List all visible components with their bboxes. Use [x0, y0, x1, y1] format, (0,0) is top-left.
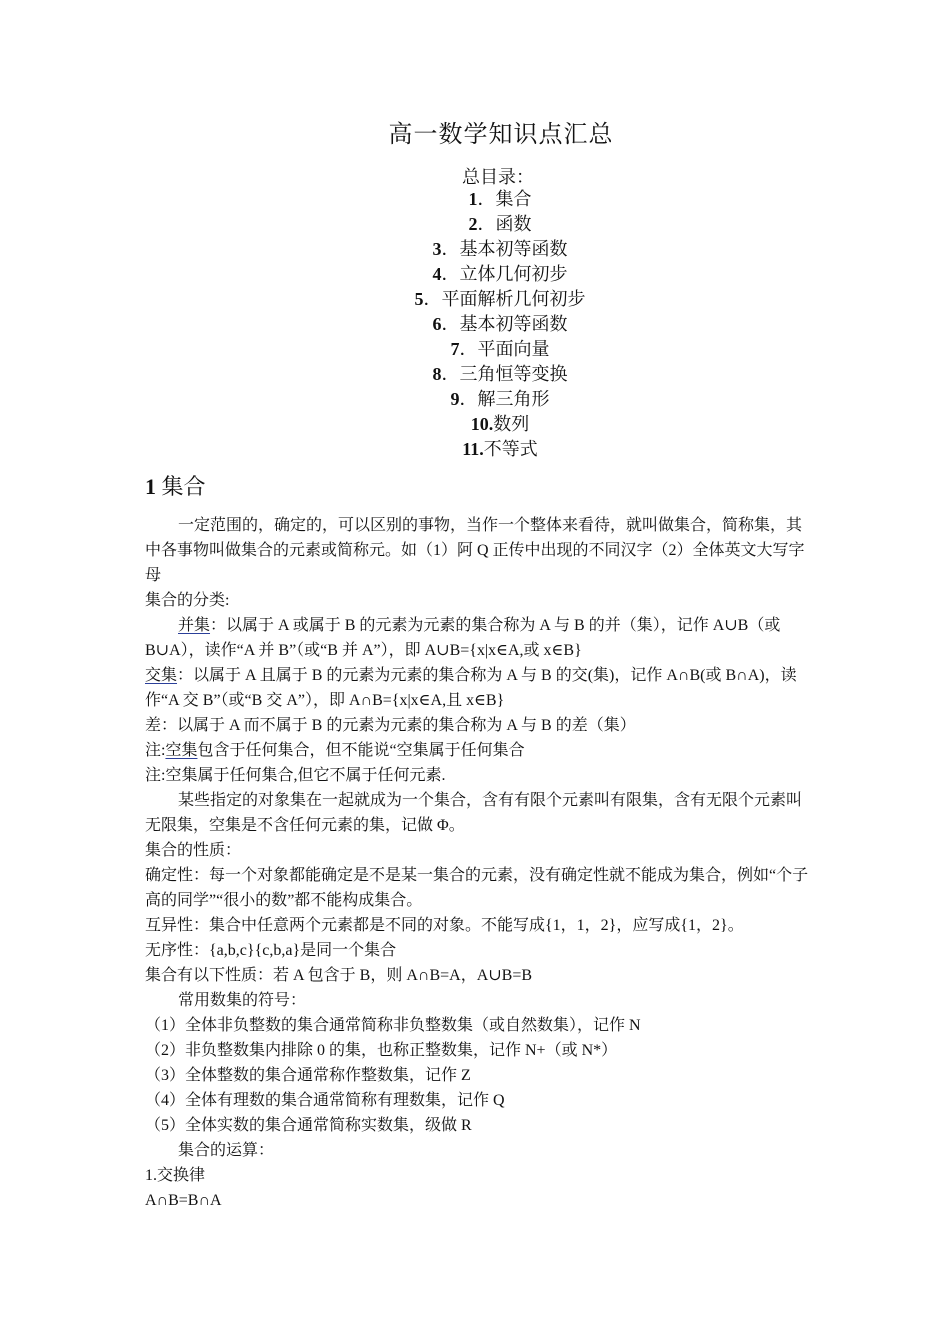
operation-commutative-equation: A∩B=B∩A	[145, 1192, 222, 1209]
paragraph-definition: 一定范围的，确定的，可以区别的事物，当作一个整体来看待，就叫做集合，简称集，其中各事物叫做集合的元素或简称元。如（1）阿 Q 正传中出现的不同汉字（2）全体英文大写字母	[145, 517, 805, 584]
toc-item	[0, 412, 950, 437]
toc-item-label: 函数	[495, 214, 532, 234]
toc-item	[0, 437, 950, 462]
note-empty-set-1	[145, 738, 810, 763]
symbol-item: （4）全体有理数的集合通常简称有理数集，记作 Q	[145, 1092, 505, 1109]
toc-item-label: 基本初等函数	[459, 314, 568, 334]
operation-commutative: 1.交换律	[145, 1167, 206, 1184]
union-text: ：以属于 A 或属于 B 的元素为元素的集合称为 A 与 B 的并（集），记作 A∪B（或 B∪A），读作“A 并 B”（或“B 并 A”），即 A∪B={x|x∈A,或 x∈B}	[145, 617, 781, 659]
toc-item	[0, 212, 950, 237]
toc-item-sep: ．	[459, 339, 478, 359]
toc-item-number: 11.	[462, 439, 484, 459]
toc-item-sep: ．	[477, 189, 496, 209]
toc-item-number: 9	[450, 389, 460, 409]
section-number: 1	[145, 474, 156, 499]
section-heading	[145, 470, 206, 501]
table-of-contents	[0, 187, 950, 462]
toc-item-label: 不等式	[483, 439, 538, 459]
toc-item-label: 平面解析几何初步	[441, 289, 586, 309]
toc-item-number: 6	[432, 314, 442, 334]
toc-item-sep: ．	[441, 364, 460, 384]
paragraph-classification: 集合的分类:	[145, 592, 230, 609]
paragraph-unordered: 无序性：{a,b,c}{c,b,a}是同一个集合	[145, 942, 397, 959]
paragraph-finite-infinite: 某些指定的对象集在一起就成为一个集合，含有有限个元素叫有限集，含有无限个元素叫无限集，空集是不含任何元素的集，记做 Φ。	[145, 792, 803, 834]
toc-item-label: 解三角形	[477, 389, 550, 409]
toc-item-number: 7	[450, 339, 460, 359]
toc-item-sep: ．	[459, 389, 478, 409]
toc-item-number: 10.	[470, 414, 494, 434]
paragraph-difference: 差：以属于 A 而不属于 B 的元素为元素的集合称为 A 与 B 的差（集）	[145, 717, 636, 734]
symbol-item: （2）非负整数集内排除 0 的集，也称正整数集，记作 N+（或 N*）	[145, 1042, 618, 1059]
paragraph-subset-property: 集合有以下性质：若 A 包含于 B，则 A∩B=A，A∪B=B	[145, 967, 533, 984]
toc-item	[0, 337, 950, 362]
toc-item-number: 1	[468, 189, 478, 209]
toc-item-sep: ．	[423, 289, 442, 309]
toc-item	[0, 362, 950, 387]
section-body	[145, 513, 810, 1213]
paragraph-operations: 集合的运算：	[178, 1142, 275, 1159]
toc-item-label: 三角恒等变换	[459, 364, 568, 384]
symbol-item: （3）全体整数的集合通常称作整数集，记作 Z	[145, 1067, 471, 1084]
term-intersection: 交集	[145, 667, 178, 684]
toc-item-sep: ．	[441, 239, 460, 259]
document-title: 高一数学知识点汇总	[388, 122, 614, 148]
toc-item-label: 平面向量	[477, 339, 550, 359]
note-text: 包含于任何集合，但不能说“空集属于任何集合	[197, 742, 525, 759]
toc-item-number: 4	[432, 264, 442, 284]
toc-item-number: 2	[468, 214, 478, 234]
paragraph-symbols: 常用数集的符号：	[178, 992, 307, 1009]
term-empty-set: 空集	[165, 742, 198, 759]
toc-item-number: 3	[432, 239, 442, 259]
toc-item-sep: ．	[441, 264, 460, 284]
paragraph-intersection	[145, 663, 810, 713]
section-title: 集合	[161, 474, 206, 499]
intersection-text: ：以属于 A 且属于 B 的元素为元素的集合称为 A 与 B 的交(集)，记作 A∩B(或 B∩A)，读作“A 交 B”（或“B 交 A”），即 A∩B={x|x∈A,且 x∈B}	[145, 667, 797, 709]
term-union: 并集	[178, 617, 211, 634]
toc-item-number: 5	[414, 289, 424, 309]
toc-heading: 总目录：	[462, 167, 534, 187]
toc-item-label: 立体几何初步	[459, 264, 568, 284]
toc-item-label: 基本初等函数	[459, 239, 568, 259]
toc-item-number: 8	[432, 364, 442, 384]
toc-item-sep: ．	[441, 314, 460, 334]
toc-item	[0, 262, 950, 287]
toc-item-label: 集合	[495, 189, 532, 209]
note-empty-set-2: 注:空集属于任何集合,但它不属于任何元素.	[145, 767, 446, 784]
toc-item	[0, 312, 950, 337]
paragraph-properties: 集合的性质：	[145, 842, 242, 859]
toc-item	[0, 237, 950, 262]
toc-item	[0, 287, 950, 312]
symbol-item: （5）全体实数的集合通常简称实数集，级做 R	[145, 1117, 472, 1134]
paragraph-union	[145, 613, 810, 663]
paragraph-determinacy: 确定性：每一个对象都能确定是不是某一集合的元素，没有确定性就不能成为集合，例如“个子高的同学”“很小的数”都不能构成集合。	[145, 867, 809, 909]
toc-item	[0, 387, 950, 412]
paragraph-distinctness: 互异性：集合中任意两个元素都是不同的对象。不能写成{1，1，2}，应写成{1，2}。	[145, 917, 744, 934]
symbol-item: （1）全体非负整数的集合通常简称非负整数集（或自然数集），记作 N	[145, 1017, 641, 1034]
toc-item-label: 数列	[493, 414, 530, 434]
toc-item-sep: ．	[477, 214, 496, 234]
note-prefix: 注:	[145, 742, 166, 759]
toc-item	[0, 187, 950, 212]
